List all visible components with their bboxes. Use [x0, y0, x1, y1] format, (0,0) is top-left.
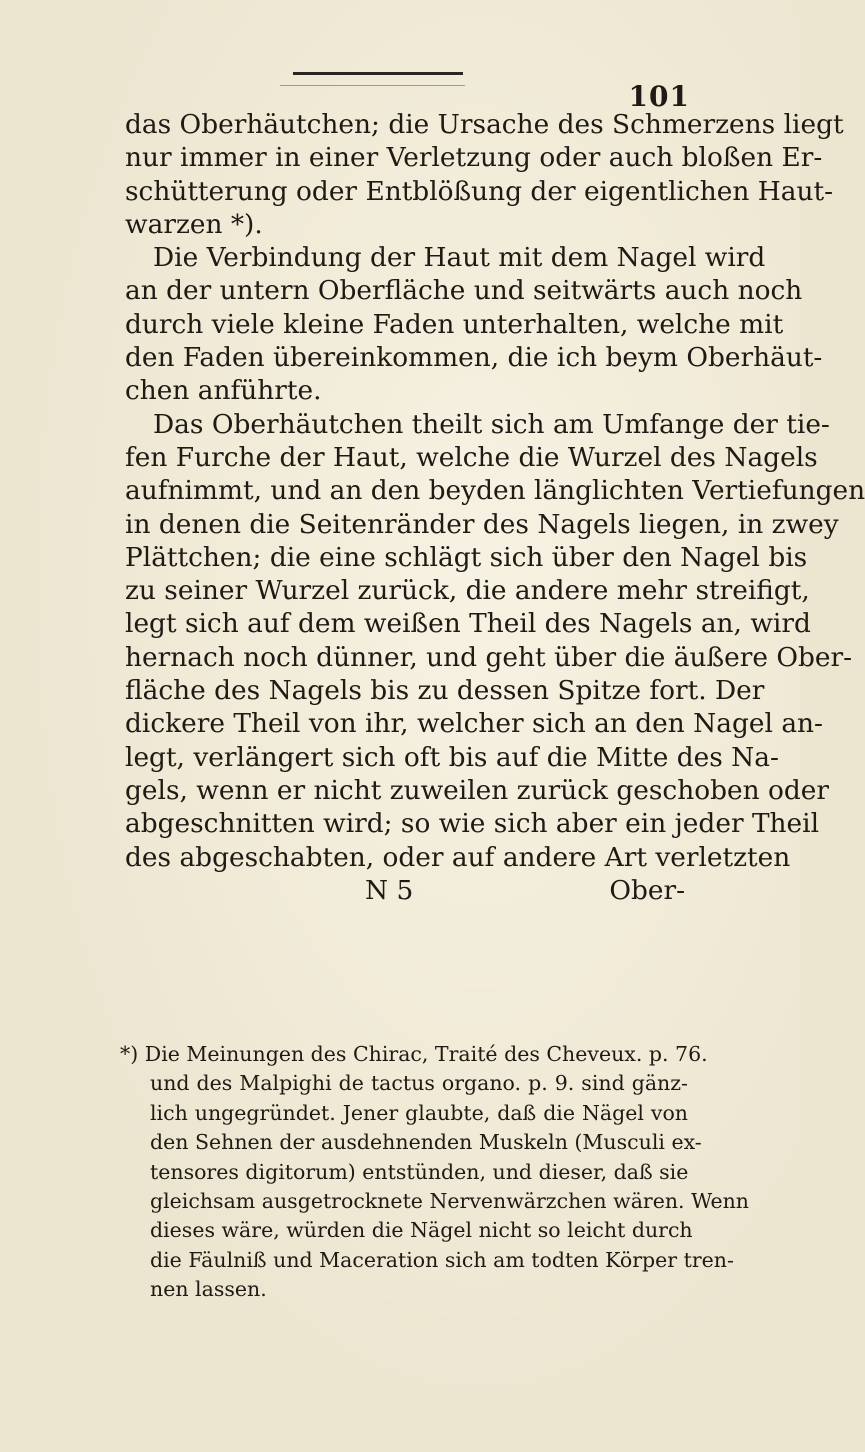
- page-number: 101: [628, 80, 690, 113]
- signature-line: [125, 874, 685, 907]
- footnote-line: nen lassen.: [150, 1277, 267, 1302]
- text-line: das Oberhäutchen; die Ursache des Schmerzens liegt: [125, 109, 844, 140]
- text-line: schütterung oder Entblößung der eigentlichen Haut-: [125, 175, 834, 207]
- text-line: aufnimmt, und an den beyden länglichten Vertiefungen: [125, 475, 865, 507]
- footnote-line: lich ungegründet. Jener glaubte, daß die Nägel von: [150, 1100, 688, 1125]
- text-line: gels, wenn er nicht zuweilen zurück geschoben oder: [125, 774, 829, 806]
- text-line: chen anführte.: [125, 375, 322, 407]
- footnote-line: *) Die Meinungen des Chirac, Traité des Cheveux. p. 76.: [120, 1042, 708, 1066]
- text-line: durch viele kleine Faden unterhalten, welche mit: [125, 308, 784, 340]
- text-line: Plättchen; die eine schlägt sich über den Nagel bis: [125, 541, 808, 573]
- text-line: nur immer in einer Verletzung oder auch bloßen Er-: [125, 142, 823, 174]
- main-text: [125, 108, 865, 907]
- footnote-line: den Sehnen der ausdehnenden Muskeln (Musculi ex-: [150, 1130, 702, 1155]
- footnote: [120, 1040, 750, 1305]
- text-line: fen Furche der Haut, welche die Wurzel des Nagels: [125, 441, 818, 473]
- signature-mark: N 5: [365, 874, 414, 906]
- text-line: warzen *).: [125, 208, 263, 240]
- catchword: Ober-: [609, 874, 685, 906]
- text-line: legt, verlängert sich oft bis auf die Mitte des Na-: [125, 741, 779, 773]
- text-line: dickere Theil von ihr, welcher sich an den Nagel an-: [125, 708, 823, 740]
- footnote-line: die Fäulniß und Maceration sich am todten Körper tren-: [150, 1247, 734, 1272]
- text-line: Die Verbindung der Haut mit dem Nagel wird: [153, 242, 766, 274]
- text-line: in denen die Seitenränder des Nagels liegen, in zwey: [125, 508, 839, 540]
- text-line: des abgeschabten, oder auf andere Art verletzten: [125, 841, 791, 873]
- text-line: den Faden übereinkommen, die ich beym Oberhäut-: [125, 342, 823, 374]
- header-rule: [293, 72, 463, 75]
- footnote-line: gleichsam ausgetrocknete Nervenwärzchen wären. Wenn: [150, 1189, 750, 1214]
- text-line: abgeschnitten wird; so wie sich aber ein jeder Theil: [125, 808, 820, 840]
- text-line: hernach noch dünner, und geht über die äußere Ober-: [125, 641, 853, 673]
- text-line: legt sich auf dem weißen Theil des Nagels an, wird: [125, 608, 811, 640]
- header-rule-faint: [280, 85, 465, 86]
- footnote-line: und des Malpighi de tactus organo. p. 9. sind gänz-: [150, 1071, 688, 1096]
- text-line: fläche des Nagels bis zu dessen Spitze fort. Der: [125, 675, 765, 707]
- footnote-line: tensores digitorum) entstünden, und dieser, daß sie: [150, 1159, 689, 1184]
- text-line: Das Oberhäutchen theilt sich am Umfange der tie-: [153, 408, 830, 440]
- text-line: an der untern Oberfläche und seitwärts auch noch: [125, 275, 803, 307]
- text-line: zu seiner Wurzel zurück, die andere mehr streifigt,: [125, 575, 810, 607]
- footnote-line: dieses wäre, würden die Nägel nicht so leicht durch: [150, 1218, 693, 1243]
